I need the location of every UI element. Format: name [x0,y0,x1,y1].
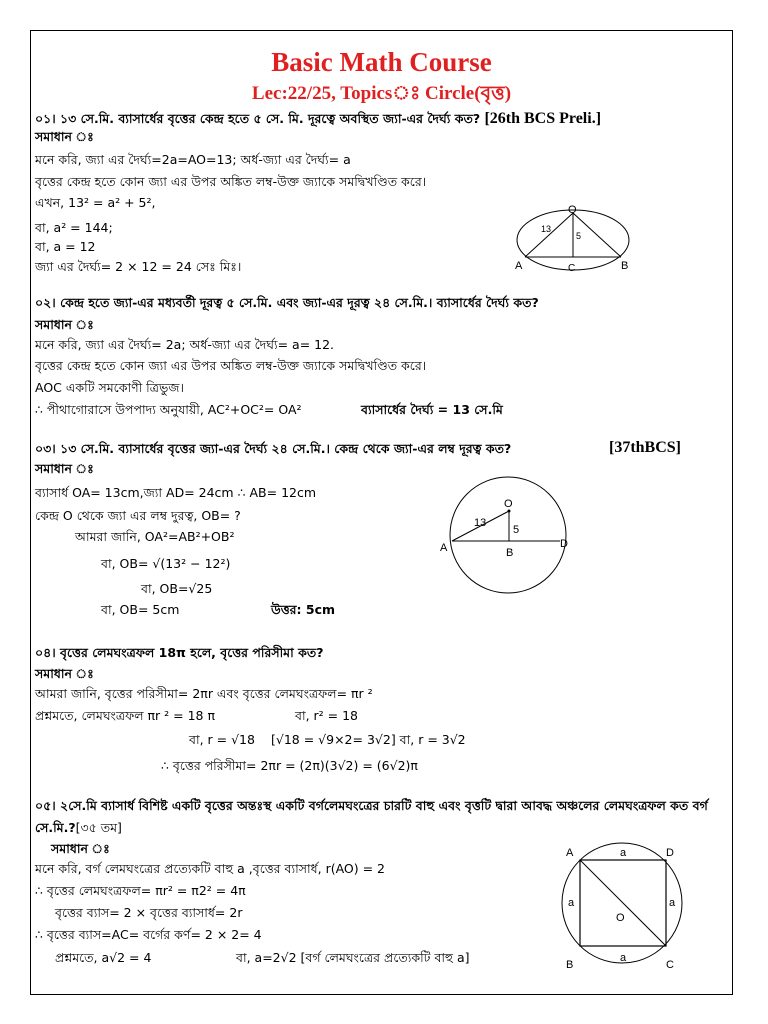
q5-fig-side-bottom: a [620,952,627,964]
q2-line-3: AOC একটি সমকোণী ত্রিভুজ। [35,380,184,395]
q4-line-6: ∴ বৃত্তের পরিসীমা= 2πr = (2π)(3√2) = (6√2)π [161,758,418,773]
q5-fig-a-vertex: A [566,847,574,859]
q1-line-2: বৃত্তের কেন্দ্র হতে কোন জ্যা এর উপর অঙ্কিত লম্ব-উক্ত জ্যাকে সমদ্বিখণ্ডিত করে। [35,174,427,189]
q5-fig-b-vertex: B [566,959,574,971]
q3-solution-label: সমাধান ঃ [35,461,94,476]
q1-line-4: বা, a² = 144; [35,220,113,235]
q5-fig-side-right: a [669,897,676,909]
q1-fig-a: A [515,260,523,272]
q2-line-1: মনে করি, জ্যা এর দৈর্ঘ্য= 2a; অর্ধ-জ্যা এর দৈর্ঘ্য= a= 12. [35,337,335,352]
q5-fig-side-left: a [568,897,575,909]
q3-figure [436,461,586,601]
question-3-ref-wrap [609,439,681,457]
q5-line-3: বৃত্তের ব্যাস= 2 × বৃত্তের ব্যাসার্ধ= 2r [55,905,243,920]
q5-line-4: ∴ বৃত্তের ব্যাস=AC= বর্গের কর্ণ= 2 × 2= 4 [35,927,262,942]
q4-line-1: আমরা জানি, বৃত্তের পরিসীমা= 2πr এবং বৃত্তের লেমঘংত্রফল= πr ² [35,686,373,701]
q3-fig-o: O [504,498,513,510]
q3-line-3: আমরা জানি, OA²=AB²+OB² [75,529,235,544]
q5-line-1: মনে করি, বর্গ লেমঘংত্রের প্রত্যেকটি বাহু a ,বৃত্তের ব্যাসার্ধ, r(AO) = 2 [35,861,386,876]
q5-solution-label: সমাধান ঃ [51,841,110,856]
q3-line-2: কেন্দ্র O থেকে জ্যা এর লম্ব দুরত্ব, OB= ? [35,508,241,523]
q5-fig-o: O [616,912,625,924]
q1-line-6: জ্যা এর দৈর্ঘ্য= 2 × 12 = 24 সেঃ মিঃ। [35,259,242,274]
q1-figure [511,199,651,291]
q3-fig-d: D [560,538,568,550]
q5-fig-side-top: a [620,847,627,859]
q4-line-5: [√18 = √9×2= 3√2] বা, r = 3√2 [271,732,466,747]
question-3-ref: [37thBCS] [609,439,682,456]
q3-line-1: ব্যাসার্ধ OA= 13cm,জ্যা AD= 24cm ∴ AB= 12cm [35,485,317,500]
q3-line-5: বা, OB=√25 [141,581,213,596]
q1-solution-label: সমাধান ঃ [35,129,94,144]
q3-line-7: উত্তর: 5cm [271,602,336,617]
q5-fig-c-vertex: C [666,959,674,971]
q1-fig-o: O [568,204,577,216]
document-page [30,30,733,995]
q3-fig-b: B [506,547,514,559]
q1-fig-c: C [568,263,576,274]
q5-line-2: ∴ বৃত্তের লেমঘংত্রফল= πr² = π2² = 4π [35,883,246,898]
question-1-text: ০১। ১৩ সে.মি. ব্যাসার্ধের বৃত্তের কেন্দ্র হতে ৫ সে. মি. দূরত্বে অবস্থিত জ্যা-এর দৈর্ঘ্য কত? [35,111,481,126]
q3-fig-a: A [440,542,448,554]
question-1 [35,110,601,131]
q3-line-6: বা, OB= 5cm [101,602,180,617]
q2-line-2: বৃত্তের কেন্দ্র হতে কোন জ্যা এর উপর অঙ্কিত লম্ব-উক্ত জ্যাকে সমদ্বিখণ্ডিত করে। [35,358,427,373]
page-subtitle: Lec:22/25, Topicsঃ Circle(বৃত্ত) [251,83,512,104]
q3-fig-side: 13 [474,517,487,529]
q1-line-1: মনে করি, জ্যা এর দৈর্ঘ্য=2a=AO=13; অর্ধ-জ্যা এর দৈর্ঘ্য= a [35,152,351,167]
q1-fig-perp: 5 [576,231,582,241]
q4-line-4: বা, r = √18 [189,732,255,747]
page-title: Basic Math Course [271,47,492,77]
q1-line-5: বা, a = 12 [35,239,96,254]
q1-line-3: এখন, 13² = a² + 5², [35,195,156,210]
q5-fig-d-vertex: D [666,847,674,859]
question-3 [35,441,511,461]
q3-line-4: বা, OB= √(13² − 12²) [101,556,231,571]
q1-fig-b: B [621,260,629,272]
q5-line-5: প্রশ্নমতে, a√2 = 4 [55,950,152,965]
question-2: ০২। কেন্দ্র হতে জ্যা-এর মধ্যবর্তী দূরত্ব ৫ সে.মি. এবং জ্যা-এর দূরত্ব ২৪ সে.মি.। ব্যাসার্ধের দৈর্ঘ্য কত? [35,295,539,310]
question-4: ০৪। বৃত্তের লেমঘংত্রফল 18π হলে, বৃত্তের পরিসীমা কত? [35,645,324,660]
q1-fig-side: 13 [541,224,552,234]
question-1-ref: [26th BCS Preli.] [484,110,602,127]
q4-solution-label: সমাধান ঃ [35,666,94,681]
question-3-text: ০৩। ১৩ সে.মি. ব্যাসার্ধের বৃত্তের জ্যা-এর দৈর্ঘ্য ২৪ সে.মি.। কেন্দ্র থেকে জ্যা-এর লম্ব দূরত্ব কত? [35,441,512,456]
q2-line-4: ∴ পীথাগোরাসে উপপাদ্য অনুযায়ী, AC²+OC²= OA² [35,402,302,417]
q5-line-6: বা, a=2√2 [বর্গ লেমঘংত্রের প্রত্যেকটি বাহু a] [236,950,470,965]
q2-line-5: ব্যাসার্ধের দৈর্ঘ্য = 13 সে.মি [361,402,503,417]
q3-fig-perp: 5 [513,524,520,536]
question-5-text: ০৫। ২সে.মি ব্যাসার্ধ বিশিষ্ট একটি বৃত্তের অন্তঃস্থ একটি বর্গলেমঘংত্রের চারটি বাহু এবং বৃত্তটি দ্বারা আবদ্ধ অঞ্চলের লেমঘংত্রফল কত বর্গ সে.মি.? [35,798,708,835]
question-5-ref: [৩৫ তম] [75,820,122,835]
q4-line-3: বা, r² = 18 [295,708,359,723]
q4-line-2: প্রশ্নমতে, লেমঘংত্রফল πr ² = 18 π [35,708,215,723]
q2-solution-label: সমাধান ঃ [35,317,94,332]
q5-figure [556,836,706,976]
question-5 [35,795,725,839]
